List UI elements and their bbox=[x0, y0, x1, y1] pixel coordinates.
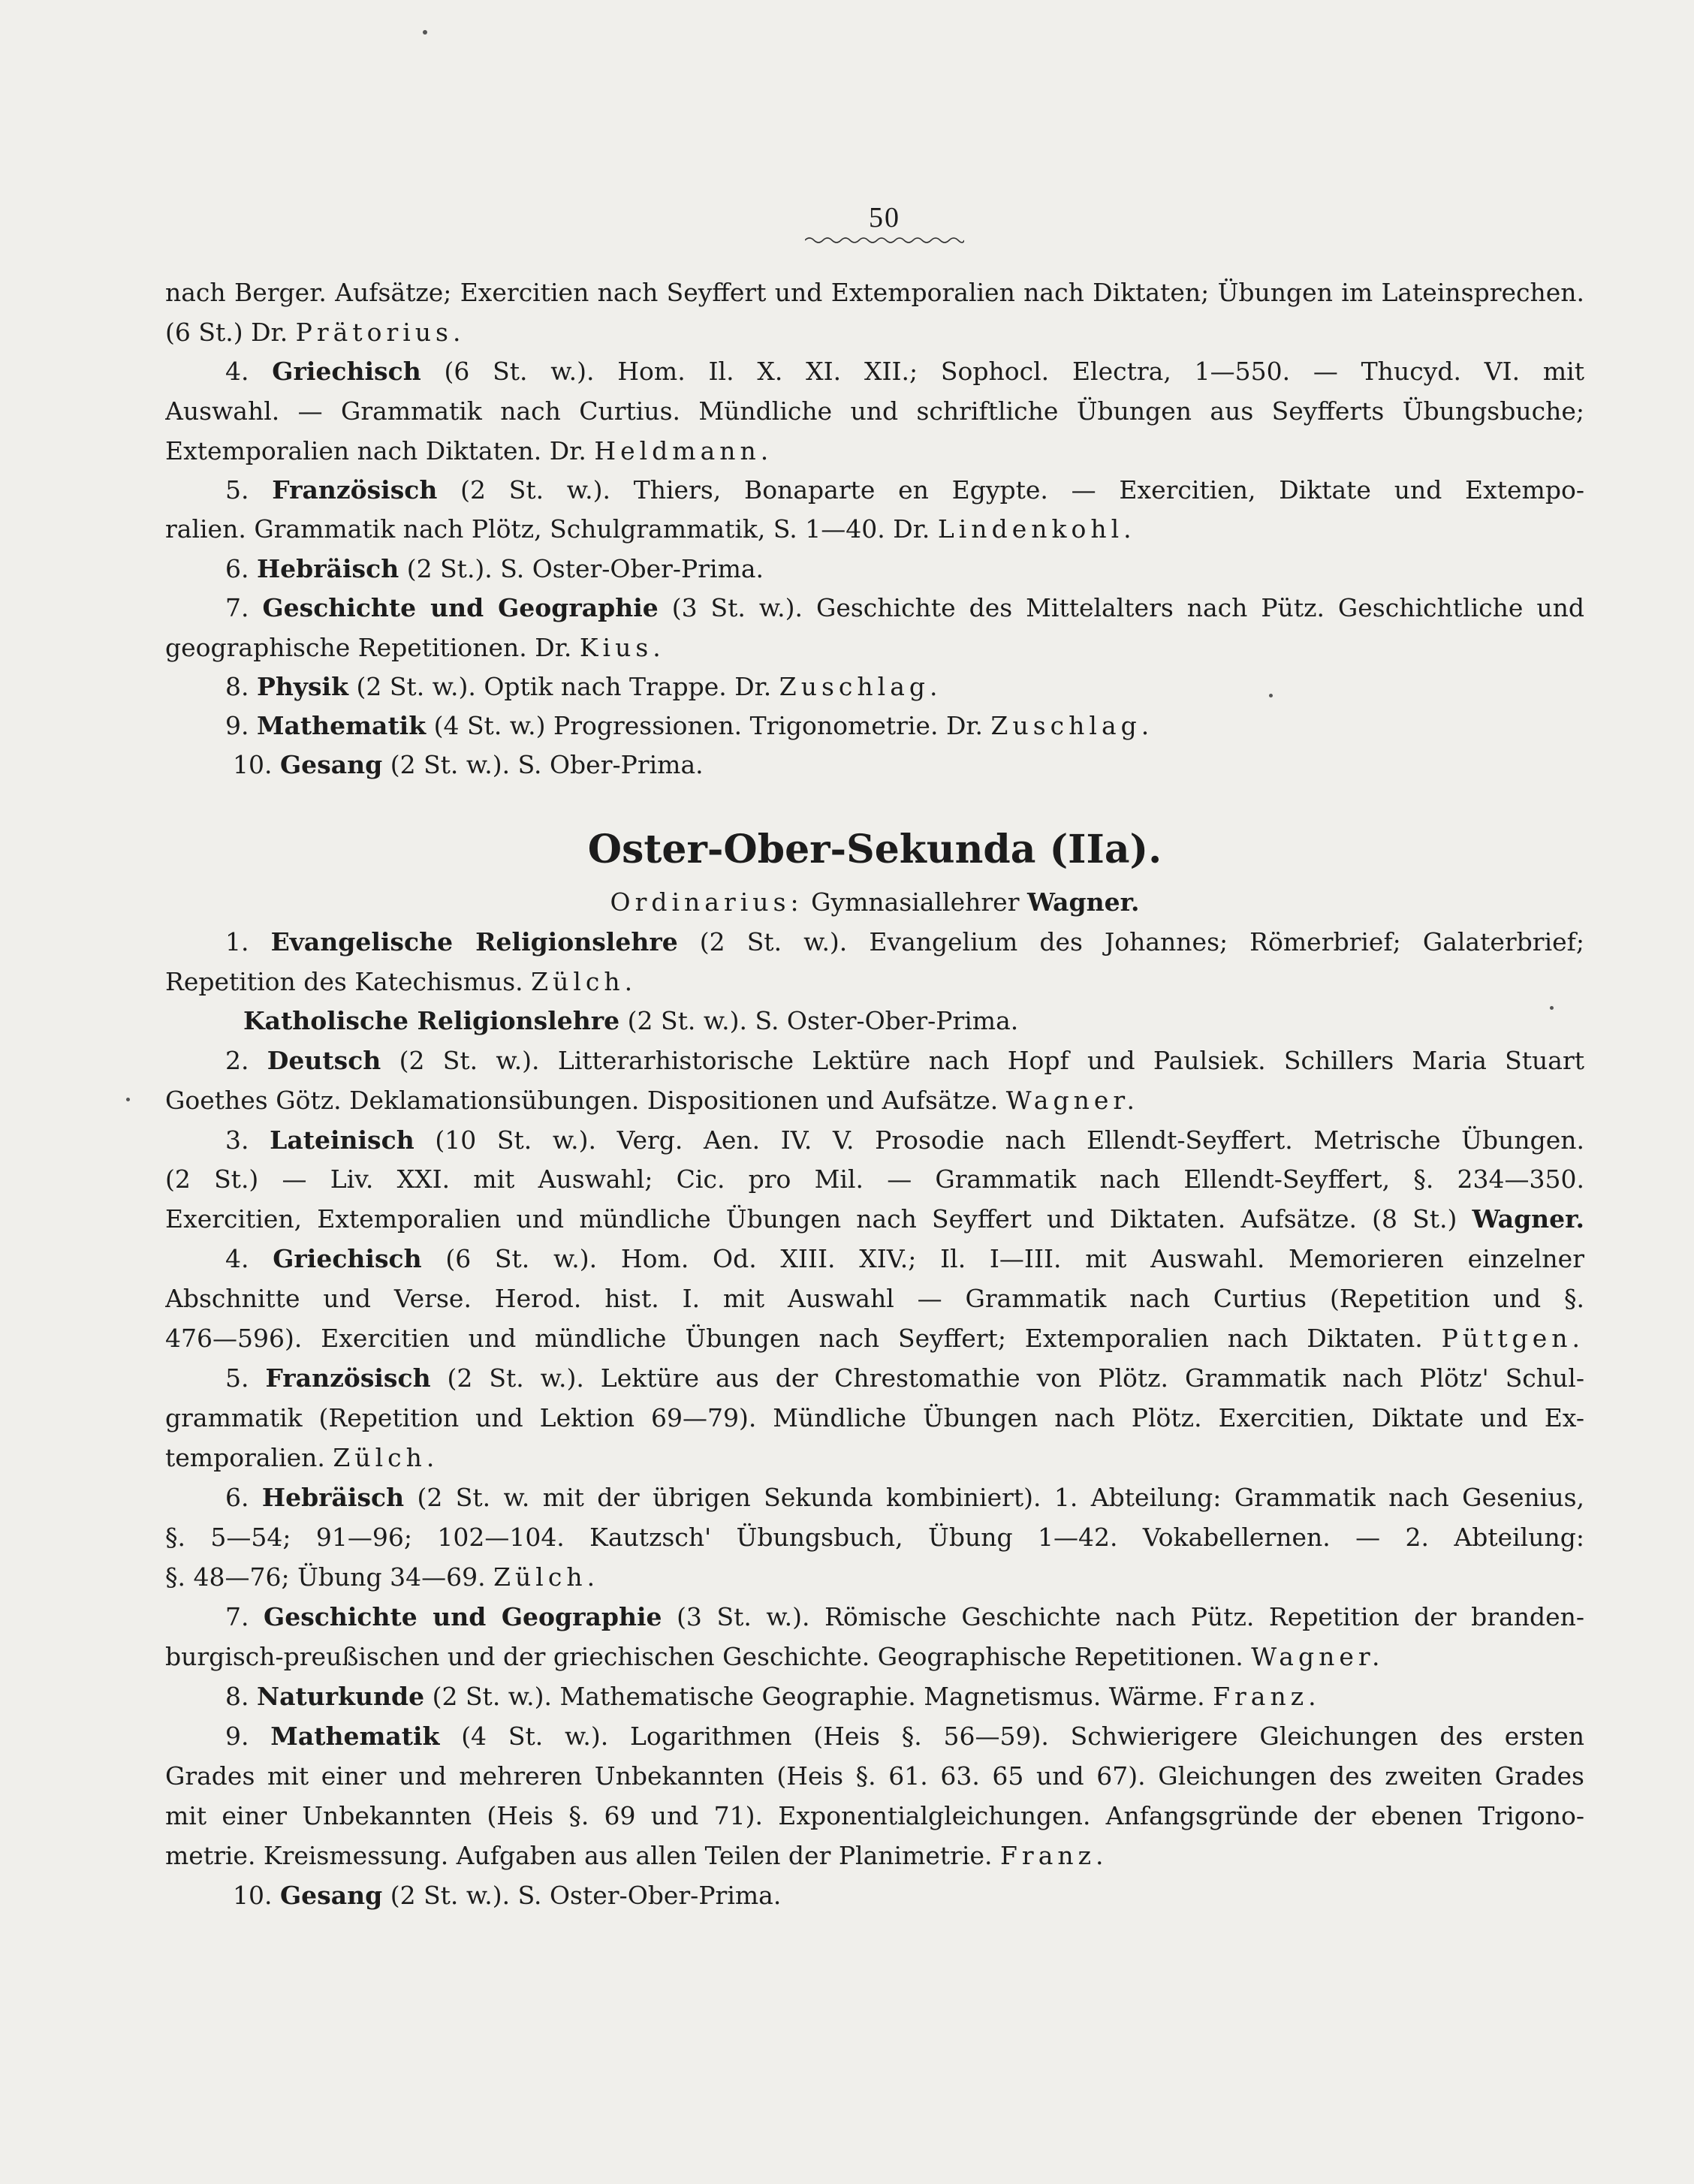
subject-title: Französisch bbox=[272, 475, 438, 505]
text-run: burgisch-preußischen und der griechischen Geschichte. Geographische Repetitionen. bbox=[165, 1642, 1252, 1671]
item-number: 1. bbox=[225, 927, 249, 956]
text-run: (3 St. w.). Römische Geschichte nach Pütz. Repetition der branden- bbox=[677, 1602, 1584, 1631]
subject-entry-physik bbox=[165, 668, 1584, 706]
subject-title: Französisch bbox=[265, 1363, 431, 1393]
text-line bbox=[165, 1519, 1584, 1556]
text-run: (2 St. w.). S. Ober-Prima. bbox=[390, 750, 704, 779]
subject-title: Mathematik bbox=[270, 1722, 440, 1751]
text-line bbox=[165, 1320, 1584, 1357]
subject-title: Geschichte und Geographie bbox=[264, 1602, 662, 1631]
subject-entry-geschichte bbox=[165, 589, 1584, 627]
text-run: (2 St.) — Liv. XXI. mit Auswahl; Cic. pro Mil. — Grammatik nach Ellendt-Seyffert, §. 234—350. bbox=[165, 1164, 1584, 1194]
text-line bbox=[165, 1082, 1584, 1119]
text-line bbox=[165, 314, 1584, 351]
text-run: (2 St.). S. Oster-Ober-Prima. bbox=[406, 554, 764, 583]
text-run: metrie. Kreismessung. Aufgaben aus allen Teilen der Planimetrie. bbox=[165, 1841, 1001, 1870]
text-run: (2 St. w.). Litterarhistorische Lektüre nach Hopf und Paulsiek. Schillers Maria Stuart bbox=[399, 1046, 1584, 1075]
text-run: (6 St. w.). Hom. Od. XIII. XIV.; Il. I—III. mit Auswahl. Memorieren einzelner bbox=[445, 1244, 1584, 1273]
text-line bbox=[165, 1638, 1584, 1676]
subject-entry-gesang bbox=[165, 746, 1584, 784]
teacher-name: Zülch. bbox=[493, 1562, 600, 1592]
text-run: Goethes Götz. Deklamationsübungen. Dispositionen und Aufsätze. bbox=[165, 1086, 1006, 1115]
teacher-name: Heldmann. bbox=[594, 436, 773, 465]
text-line bbox=[165, 274, 1584, 312]
item-number: 2. bbox=[225, 1046, 249, 1075]
subject-title: Evangelische Religionslehre bbox=[270, 927, 678, 956]
subject-title: Deutsch bbox=[267, 1046, 381, 1075]
scan-speck bbox=[126, 1098, 130, 1101]
text-run: §. 48—76; Übung 34—69. bbox=[165, 1562, 494, 1592]
decorative-wavy-rule bbox=[805, 236, 964, 245]
text-run: (2 St. w.). Thiers, Bonaparte en Egypte. — Exercitien, Diktate und Extempo- bbox=[460, 475, 1584, 505]
text-line bbox=[165, 1280, 1584, 1318]
item-number: 7. bbox=[225, 1602, 249, 1631]
text-run: 476—596). Exercitien und mündliche Übungen nach Seyffert; Extemporalien nach Diktaten. bbox=[165, 1324, 1442, 1353]
scan-speck bbox=[423, 30, 427, 35]
item-number: 9. bbox=[225, 711, 249, 740]
item-number: 4. bbox=[225, 357, 249, 386]
text-run: Gymnasiallehrer bbox=[803, 887, 1027, 917]
text-run: ralien. Grammatik nach Plötz, Schulgrammatik, S. 1—40. Dr. bbox=[165, 514, 938, 544]
subject-title: Gesang bbox=[279, 1881, 383, 1910]
text-line bbox=[165, 432, 1584, 470]
subject-title: Griechisch bbox=[272, 357, 421, 386]
text-run: nach Berger. Aufsätze; Exercitien nach Seyffert und Extemporalien nach Diktaten; Übungen im Lateinsprechen. bbox=[165, 278, 1584, 307]
text-run: (2 St. w.). Lektüre aus der Chrestomathie von Plötz. Grammatik nach Plötz' Schul- bbox=[447, 1363, 1584, 1393]
teacher-name: Wagner. bbox=[1005, 1086, 1140, 1115]
ordinarius-line bbox=[165, 884, 1584, 921]
teacher-name: Wagner. bbox=[1251, 1642, 1385, 1671]
text-run: (3 St. w.). Geschichte des Mittelalters nach Pütz. Geschichtliche und bbox=[671, 593, 1584, 622]
teacher-name: Kius. bbox=[579, 633, 665, 662]
text-run: Auswahl. — Grammatik nach Curtius. Mündliche und schriftliche Übungen aus Seyfferts Übungsbuche; bbox=[165, 396, 1584, 426]
teacher-name: Franz. bbox=[1000, 1841, 1108, 1870]
subject-entry-hebraeisch-2 bbox=[165, 1479, 1584, 1517]
text-line bbox=[165, 1399, 1584, 1437]
item-number: 6. bbox=[225, 1483, 249, 1512]
text-line bbox=[165, 1559, 1584, 1596]
subject-title: Physik bbox=[257, 672, 348, 701]
subject-entry-geschichte-2 bbox=[165, 1598, 1584, 1636]
text-run: Grades mit einer und mehreren Unbekannten (Heis §. 61. 63. 65 und 67). Gleichungen des zweiten Grades bbox=[165, 1761, 1584, 1791]
item-number: 8. bbox=[225, 672, 249, 701]
text-line bbox=[165, 1797, 1584, 1835]
subject-entry-franzoesisch-2 bbox=[165, 1360, 1584, 1397]
text-run: §. 5—54; 91—96; 102—104. Kautzsch' Übungsbuch, Übung 1—42. Vokabellernen. — 2. Abteilung: bbox=[165, 1523, 1584, 1552]
text-run: (2 St. w.). S. Oster-Ober-Prima. bbox=[627, 1006, 1019, 1035]
subject-entry-katholisch bbox=[165, 1002, 1584, 1040]
text-run: (2 St. w.). Evangelium des Johannes; Römerbrief; Galaterbrief; bbox=[699, 927, 1584, 956]
text-run: temporalien. bbox=[165, 1443, 333, 1472]
subject-entry-mathematik-2 bbox=[165, 1718, 1584, 1755]
text-run: (6 St.) Dr. bbox=[165, 318, 296, 347]
subject-title: Hebräisch bbox=[261, 1483, 405, 1512]
teacher-name: Wagner. bbox=[1472, 1204, 1584, 1234]
text-run: geographische Repetitionen. Dr. bbox=[165, 633, 580, 662]
text-line bbox=[165, 1200, 1584, 1238]
subject-title: Griechisch bbox=[273, 1244, 422, 1273]
teacher-name: Zülch. bbox=[333, 1443, 439, 1472]
text-line bbox=[165, 1758, 1584, 1795]
teacher-name: Püttgen. bbox=[1441, 1324, 1584, 1353]
subject-entry-gesang-2 bbox=[165, 1877, 1584, 1914]
text-run: (2 St. w.). Optik nach Trappe. Dr. bbox=[356, 672, 779, 701]
item-number: 10. bbox=[233, 1881, 273, 1910]
teacher-name: Lindenkohl. bbox=[937, 514, 1136, 544]
text-run: (4 St. w.) Progressionen. Trigonometrie. Dr. bbox=[433, 711, 991, 740]
text-run: (6 St. w.). Hom. Il. X. XI. XII.; Sophocl. Electra, 1—550. — Thucyd. VI. mit bbox=[444, 357, 1584, 386]
page-number: 50 bbox=[869, 202, 900, 233]
text-run: (4 St. w.). Logarithmen (Heis §. 56—59). Schwierigere Gleichungen des ersten bbox=[461, 1722, 1584, 1751]
item-number: 6. bbox=[225, 554, 249, 583]
subject-entry-mathematik bbox=[165, 707, 1584, 745]
item-number: 7. bbox=[225, 593, 249, 622]
teacher-name: Zülch. bbox=[531, 967, 638, 996]
teacher-name: Prätorius. bbox=[295, 318, 466, 347]
subject-entry-deutsch bbox=[165, 1042, 1584, 1080]
text-run: (2 St. w.). S. Oster-Ober-Prima. bbox=[390, 1881, 782, 1910]
teacher-name: Zuschlag. bbox=[779, 672, 942, 701]
item-number: 8. bbox=[225, 1682, 249, 1711]
text-line bbox=[165, 629, 1584, 667]
text-line bbox=[165, 393, 1584, 430]
subject-title: Katholische Religionslehre bbox=[243, 1006, 620, 1035]
text-run: (2 St. w.). Mathematische Geographie. Magnetismus. Wärme. bbox=[432, 1682, 1213, 1711]
text-run: Exercitien, Extemporalien und mündliche Übungen nach Seyffert und Diktaten. Aufsätze. (8 St.) bbox=[165, 1204, 1472, 1234]
subject-entry-hebraeisch bbox=[165, 550, 1584, 588]
subject-title: Naturkunde bbox=[257, 1682, 425, 1711]
text-line bbox=[165, 1837, 1584, 1875]
text-line bbox=[165, 1161, 1584, 1198]
text-line bbox=[165, 511, 1584, 548]
section-heading: Oster-Ober-Sekunda (IIa). bbox=[587, 827, 1162, 872]
item-number: 3. bbox=[225, 1125, 249, 1155]
text-run: (2 St. w. mit der übrigen Sekunda kombiniert). 1. Abteilung: Grammatik nach Gesenius, bbox=[417, 1483, 1584, 1512]
subject-entry-griechisch-2 bbox=[165, 1240, 1584, 1278]
text-run: Abschnitte und Verse. Herod. hist. I. mit Auswahl — Grammatik nach Curtius (Repetition und §. bbox=[165, 1284, 1584, 1313]
text-line bbox=[165, 963, 1584, 1001]
subject-entry-evangelisch bbox=[165, 923, 1584, 961]
item-number: 5. bbox=[225, 475, 249, 505]
subject-entry-griechisch bbox=[165, 353, 1584, 390]
text-run: mit einer Unbekannten (Heis §. 69 und 71). Exponentialgleichungen. Anfangsgründe der ebenen Trigono- bbox=[165, 1801, 1584, 1830]
scan-speck bbox=[1269, 694, 1273, 697]
ordinarius-label: Ordinarius: bbox=[610, 887, 803, 917]
teacher-name: Zuschlag. bbox=[990, 711, 1154, 740]
teacher-name: Wagner. bbox=[1026, 887, 1140, 917]
text-line bbox=[165, 1439, 1584, 1477]
scan-speck bbox=[1550, 1006, 1554, 1010]
subject-entry-naturkunde bbox=[165, 1678, 1584, 1716]
item-number: 5. bbox=[225, 1363, 249, 1393]
subject-title: Geschichte und Geographie bbox=[262, 593, 659, 622]
text-run: Extemporalien nach Diktaten. Dr. bbox=[165, 436, 595, 465]
subject-entry-franzoesisch bbox=[165, 471, 1584, 509]
teacher-name: Franz. bbox=[1213, 1682, 1321, 1711]
item-number: 9. bbox=[225, 1722, 249, 1751]
text-run: grammatik (Repetition und Lektion 69—79). Mündliche Übungen nach Plötz. Exercitien, Diktate und Ex- bbox=[165, 1403, 1584, 1432]
subject-title: Mathematik bbox=[257, 711, 427, 740]
subject-title: Lateinisch bbox=[270, 1125, 414, 1155]
subject-title: Gesang bbox=[279, 750, 383, 779]
text-run: (10 St. w.). Verg. Aen. IV. V. Prosodie nach Ellendt-Seyffert. Metrische Übungen. bbox=[435, 1125, 1584, 1155]
item-number: 10. bbox=[233, 750, 273, 779]
subject-entry-lateinisch bbox=[165, 1122, 1584, 1159]
item-number: 4. bbox=[225, 1244, 249, 1273]
text-run: Repetition des Katechismus. bbox=[165, 967, 532, 996]
subject-title: Hebräisch bbox=[257, 554, 399, 583]
